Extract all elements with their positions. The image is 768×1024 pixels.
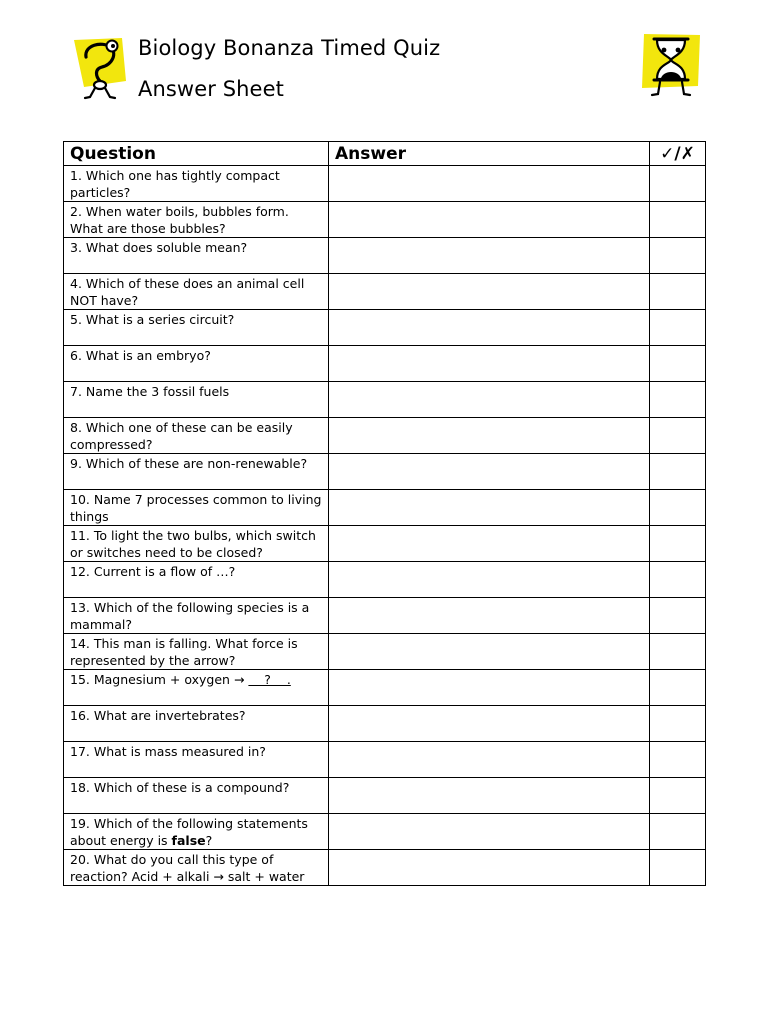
mark-cell[interactable] xyxy=(650,166,706,202)
question-cell: 12. Current is a flow of …? xyxy=(64,562,329,598)
question-cell: 11. To light the two bulbs, which switch or switches need to be closed? xyxy=(64,526,329,562)
answer-cell[interactable] xyxy=(329,490,650,526)
mark-cell[interactable] xyxy=(650,202,706,238)
mark-cell[interactable] xyxy=(650,814,706,850)
mark-cell[interactable] xyxy=(650,634,706,670)
question-cell: 7. Name the 3 fossil fuels xyxy=(64,382,329,418)
answer-cell[interactable] xyxy=(329,274,650,310)
question-cell: 18. Which of these is a compound? xyxy=(64,778,329,814)
question-text: 15. Magnesium + oxygen xyxy=(70,672,234,687)
answer-cell[interactable] xyxy=(329,418,650,454)
table-row xyxy=(64,238,706,274)
answer-cell[interactable] xyxy=(329,670,650,706)
answer-table xyxy=(63,141,706,886)
answer-cell[interactable] xyxy=(329,238,650,274)
table-row xyxy=(64,562,706,598)
question-cell xyxy=(64,670,329,706)
question-cell: 10. Name 7 processes common to living things xyxy=(64,490,329,526)
mark-cell[interactable] xyxy=(650,238,706,274)
answer-cell[interactable] xyxy=(329,706,650,742)
table-row xyxy=(64,490,706,526)
mark-cell[interactable] xyxy=(650,346,706,382)
table-row xyxy=(64,706,706,742)
mark-cell[interactable] xyxy=(650,418,706,454)
answer-cell[interactable] xyxy=(329,346,650,382)
question-text-end: salt + water xyxy=(223,869,305,884)
table-row xyxy=(64,814,706,850)
mark-cell[interactable] xyxy=(650,382,706,418)
question-cell: 1. Which one has tightly compact particles? xyxy=(64,166,329,202)
answer-column-header: Answer xyxy=(329,142,650,166)
table-row xyxy=(64,670,706,706)
question-cell: 5. What is a series circuit? xyxy=(64,310,329,346)
answer-cell[interactable] xyxy=(329,850,650,886)
table-row xyxy=(64,382,706,418)
hourglass-character-icon xyxy=(638,32,704,98)
answer-cell[interactable] xyxy=(329,814,650,850)
table-row xyxy=(64,778,706,814)
mark-cell[interactable] xyxy=(650,598,706,634)
question-column-header: Question xyxy=(64,142,329,166)
arrow-icon: → xyxy=(213,869,224,884)
question-cell: 16. What are invertebrates? xyxy=(64,706,329,742)
mark-column-header: ✓/✗ xyxy=(650,142,706,166)
answer-cell[interactable] xyxy=(329,598,650,634)
table-row xyxy=(64,742,706,778)
question-cell: 13. Which of the following species is a mammal? xyxy=(64,598,329,634)
mark-cell[interactable] xyxy=(650,310,706,346)
table-row xyxy=(64,202,706,238)
answer-cell[interactable] xyxy=(329,526,650,562)
table-row xyxy=(64,418,706,454)
mark-cell[interactable] xyxy=(650,778,706,814)
question-cell: 8. Which one of these can be easily compressed? xyxy=(64,418,329,454)
mark-cell[interactable] xyxy=(650,706,706,742)
answer-cell[interactable] xyxy=(329,778,650,814)
table-row xyxy=(64,454,706,490)
question-cell xyxy=(64,814,329,850)
table-row xyxy=(64,526,706,562)
question-mark-character-icon xyxy=(72,37,128,103)
mark-cell[interactable] xyxy=(650,490,706,526)
answer-cell[interactable] xyxy=(329,310,650,346)
question-text-end: ? xyxy=(205,833,213,848)
answer-sheet-subtitle: Answer Sheet xyxy=(138,77,284,101)
answer-cell[interactable] xyxy=(329,742,650,778)
mark-cell[interactable] xyxy=(650,274,706,310)
mark-cell[interactable] xyxy=(650,454,706,490)
answer-cell[interactable] xyxy=(329,454,650,490)
question-cell: 17. What is mass measured in? xyxy=(64,742,329,778)
table-row xyxy=(64,850,706,886)
question-text: 19. Which of the following statements about energy is xyxy=(70,816,308,848)
question-cell: 3. What does soluble mean? xyxy=(64,238,329,274)
question-cell: 2. When water boils, bubbles form. What are those bubbles? xyxy=(64,202,329,238)
table-row xyxy=(64,274,706,310)
table-row xyxy=(64,166,706,202)
table-row xyxy=(64,634,706,670)
answer-cell[interactable] xyxy=(329,166,650,202)
mark-cell[interactable] xyxy=(650,670,706,706)
question-text: 20. What do you call this type of reaction? Acid + alkali xyxy=(70,852,274,884)
answer-cell[interactable] xyxy=(329,382,650,418)
question-cell xyxy=(64,850,329,886)
table-row xyxy=(64,598,706,634)
mark-cell[interactable] xyxy=(650,526,706,562)
quiz-title: Biology Bonanza Timed Quiz xyxy=(138,36,441,60)
emphasis-text: false xyxy=(171,833,206,848)
question-cell: 4. Which of these does an animal cell NOT have? xyxy=(64,274,329,310)
answer-cell[interactable] xyxy=(329,634,650,670)
table-header-row xyxy=(64,142,706,166)
question-cell: 14. This man is falling. What force is represented by the arrow? xyxy=(64,634,329,670)
answer-cell[interactable] xyxy=(329,202,650,238)
mark-cell[interactable] xyxy=(650,562,706,598)
table-row xyxy=(64,310,706,346)
question-cell: 9. Which of these are non-renewable? xyxy=(64,454,329,490)
answer-cell[interactable] xyxy=(329,562,650,598)
question-cell: 6. What is an embryo? xyxy=(64,346,329,382)
table-row xyxy=(64,346,706,382)
arrow-icon: → xyxy=(233,672,245,687)
mark-cell[interactable] xyxy=(650,742,706,778)
mark-cell[interactable] xyxy=(650,850,706,886)
answer-blank: ? . xyxy=(248,672,291,687)
